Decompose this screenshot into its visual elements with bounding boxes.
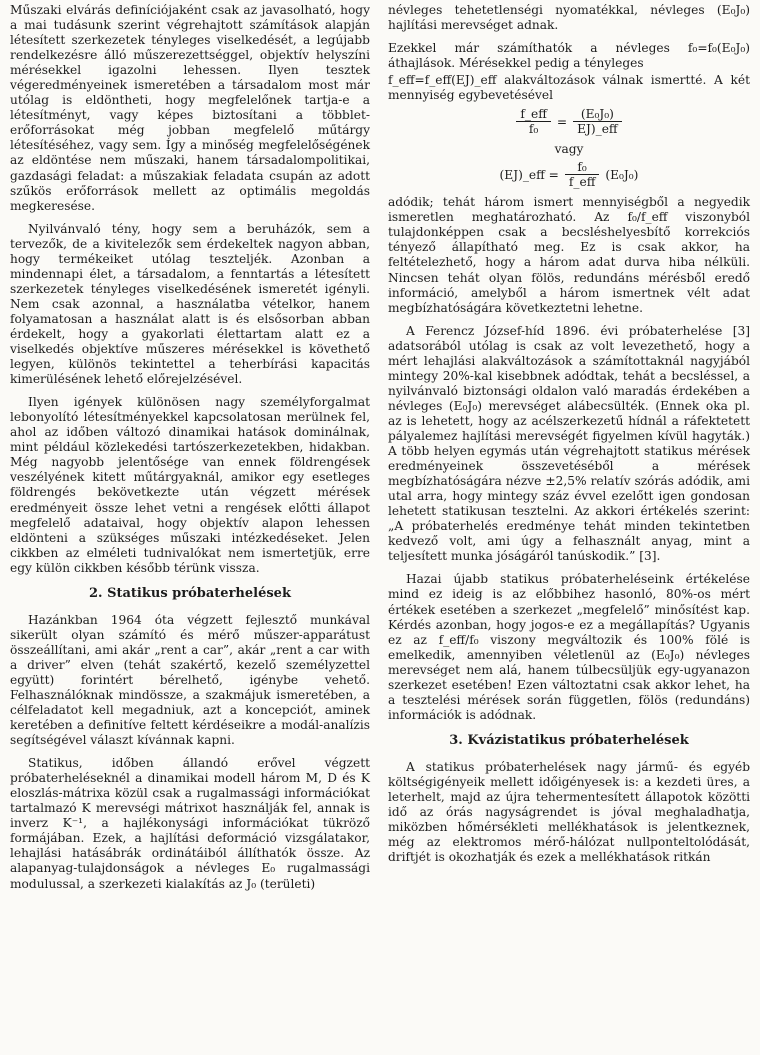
paragraph: Hazánkban 1964 óta végzett fejlesztő munkával sikerült olyan számító és mérő műszer-apparátust összeállítani, ami akár „rent a car”, akár „rent a car with a driver” elven (tehát szakértő, kezelő személyzettel együtt) forintért bérelhető, igénybe vehető. Felhasználóknak mindössze, a szakmájuk ismeretében, a célfeladatot kell megadniuk, azt a koncepciót, aminek keretében a definitíve feltett kérdéseikre a modál-analízis segítségével választ kívánnak kapni.	[10, 612, 370, 748]
denominator: f_eff	[568, 175, 596, 190]
equation-2	[388, 160, 750, 189]
right-column	[388, 3, 750, 873]
numerator: f₀	[565, 160, 599, 175]
fraction	[516, 107, 550, 136]
numerator: (E₀J₀)	[573, 107, 622, 122]
denominator: f₀	[528, 122, 539, 137]
section-heading-3: 3. Kvázistatikus próbaterhelések	[449, 732, 689, 748]
fraction	[565, 160, 599, 189]
left-column	[10, 3, 370, 900]
paragraph: Műszaki elvárás definíciójaként csak az javasolható, hogy a mai tudásunk szerint végrehajtott számítások alapján létesített szerkezetek tényleges viselkedését, a legújabb rendelkezésre álló műszerezettséggel, objektív helyszíni mérésekkel igazolni lehessen. Ilyen tesztek végeredményeinek ismeretében a társadalom most már utólag is eldöntheti, hogy megfelelőnek tartja-e a létesítményt, vagy képes biztosítani a többlet-erőforrásokat még jobban megfelelő műtárgy létesítéséhez, vagy sem. Így a minőség megfelelőségének az eldöntése nem műszaki, hanem társadalompolitikai, gazdasági feladat: a műszakiak feladata csupán az adott szűkös erőforrások mellett az optimális megoldás megkeresése.	[10, 3, 370, 213]
paragraph: f_eff=f_eff(EJ)_eff alakváltozások válnak ismertté. A két mennyiség egybevetésével	[388, 73, 750, 103]
paragraph: Nyilvánvaló tény, hogy sem a beruházók, sem a tervezők, de a kivitelezők sem érdekeltek nagyon abban, hogy termékeiket utólag teszteljék. Azonban a mindennapi élet, a társadalom, a fenntartás a létesített szerkezetek tényleges viselkedésének ismeretét igényli. Nem csak azonnal, a használatba vételkor, hanem folyamatosan a használat alatt is és elsősorban abban érdekelt, hogy a gyakorlati élettartam alatt ez a viselkedés objektíve műszeres mérésekkel is követhető legyen, különös tekintettel a teherbírási kapacitás kimerülésének lehető előrejelzésével.	[10, 221, 370, 387]
equals-sign: =	[556, 114, 568, 129]
section-heading-2: 2. Statikus próbaterhelések	[89, 585, 291, 601]
fraction	[573, 107, 622, 136]
paragraph: Hazai újabb statikus próbaterheléseink értékelése mind ez ideig is az előbbihez hasonló, 80%-os mért értékek esetében a szerkezet „megfelelő” minősítést kap. Kérdés azonban, hogy jogos-e ez a megállapítás? Ugyanis ez az f_eff/f₀ viszony megváltozik és 100% fölé is emelkedik, amennyiben véletlenül az (E₀J₀) névleges merevséget nem alá, hanem túlbecsüljük egy-ugyanazon szerkezet esetében! Ezen változtatni csak akkor lehet, ha a tesztelési mérések során független, fölös (redundáns) információk is adódnak.	[388, 572, 750, 722]
numerator: f_eff	[516, 107, 550, 122]
paragraph: Statikus, időben állandó erővel végzett próbaterheléseknél a dinamikai modell három M, D és K eloszlás-mátrixa közül csak a rugalmassági információkat tartalmazó K merevségi mátrixot használják fel, annak is inverz K⁻¹, a hajlékonysági információkat tükröző formájában. Ezek, a hajlítási deformáció vizsgálatakor, lehajlási hatásábrák ordinátáiból állíthatók össze. Az alapanyag-tulajdonságok a névleges E₀ rugalmassági modulussal, a szerkezeti kialakítás az J₀ (területi)	[10, 756, 370, 891]
paragraph: névleges tehetetlenségi nyomatékkal, névleges (E₀J₀) hajlítási merevséget adnak.	[388, 3, 750, 33]
denominator: EJ)_eff	[577, 122, 618, 137]
paragraph: Ilyen igények különösen nagy személyforgalmat lebonyolító létesítményekkel kapcsolatosan merülnek fel, ahol az időben változó dinamikai hatások dominálnak, mint például közlekedési tartószerkezetekben, hidakban. Még nagyobb jelentősége van ennek földrengések veszélyének kitett műtárgyaknál, amikor egy esetleges földrengés bekövetkezte után végzett mérések eredményeit össze lehet vetni a rengések előtti állapot megfelelő adataival, hogy objektív alapon lehessen eldönteni a szükséges műszaki intézkedéseket. Jelen cikkben az elméleti tudnivalókat nem ismertetjük, erre egy külön cikkben később térünk vissza.	[10, 395, 370, 575]
equation-rhs: (E₀J₀)	[605, 167, 639, 182]
equation-lhs: (EJ)_eff =	[499, 167, 559, 182]
paragraph: Ezekkel már számíthatók a névleges f₀=f₀(E₀J₀) áthajlások. Mérésekkel pedig a tényleges	[388, 41, 750, 71]
paragraph: A statikus próbaterhelések nagy jármű- és egyéb költségigényeik mellett időigényesek is: a kezdeti üres, a leterhelt, majd az újra tehermentesített állapotok közötti idő az órás nagyságrendet is jóval meghaladhatja, miközben hőmérsékleti mellékhatások is jelentkeznek, még az elektromos mérő-hálózat nullponteltolódását, driftjét is okozhatják és ezek a mellékhatások ritkán	[388, 759, 750, 865]
equation-connector: vagy	[554, 142, 584, 157]
equation-1	[388, 107, 750, 136]
paragraph: A Ferencz József-híd 1896. évi próbaterhelése [3] adatsorából utólag is csak az volt levezethető, hogy a mért lehajlási alakváltozások a számítottaknál nagyjából mintegy 20%-kal kisebbnek adódtak, tehát a becsléssel, a nyilvánvaló biztonsági oldalon való maradás érdekében a névleges (E₀J₀) merevséget alábecsülték. (Ennek oka pl. az is lehetett, hogy az acélszerkezetű hídnál a ráfektetett pályalemez hajlítási merevségét figyelmen kívül hagyták.) A több helyen egymás után végrehajtott statikus mérések eredményeinek összevetéséből a mérések megbízhatóságára nézve ±2,5% relatív szórás adódik, ami utal arra, hogy mintegy száz évvel ezelőtt igen gondosan lehetett statikusan tesztelni. Az akkori értékelés szerint: „A próbaterhelés eredménye tehát minden tekintetben kedvező volt, ami úgy a felhasznált anyag, mint a teljesített munka jóságáról tanúskodik.” [3].	[388, 323, 750, 564]
paragraph: adódik; tehát három ismert mennyiségből a negyedik ismeretlen meghatározható. Az f₀/f_eff viszonyból tulajdonképpen csak a becsléshelyesbítő korrekciós tényező állapítható meg. Ez is csak akkor, ha feltételezhető, hogy a három adat durva hiba nélküli. Nincsen tehát olyan fölös, redundáns mérésből eredő információ, amelyből a három ismertnek vélt adat megbízhatóságára következtetni lehetne.	[388, 195, 750, 315]
